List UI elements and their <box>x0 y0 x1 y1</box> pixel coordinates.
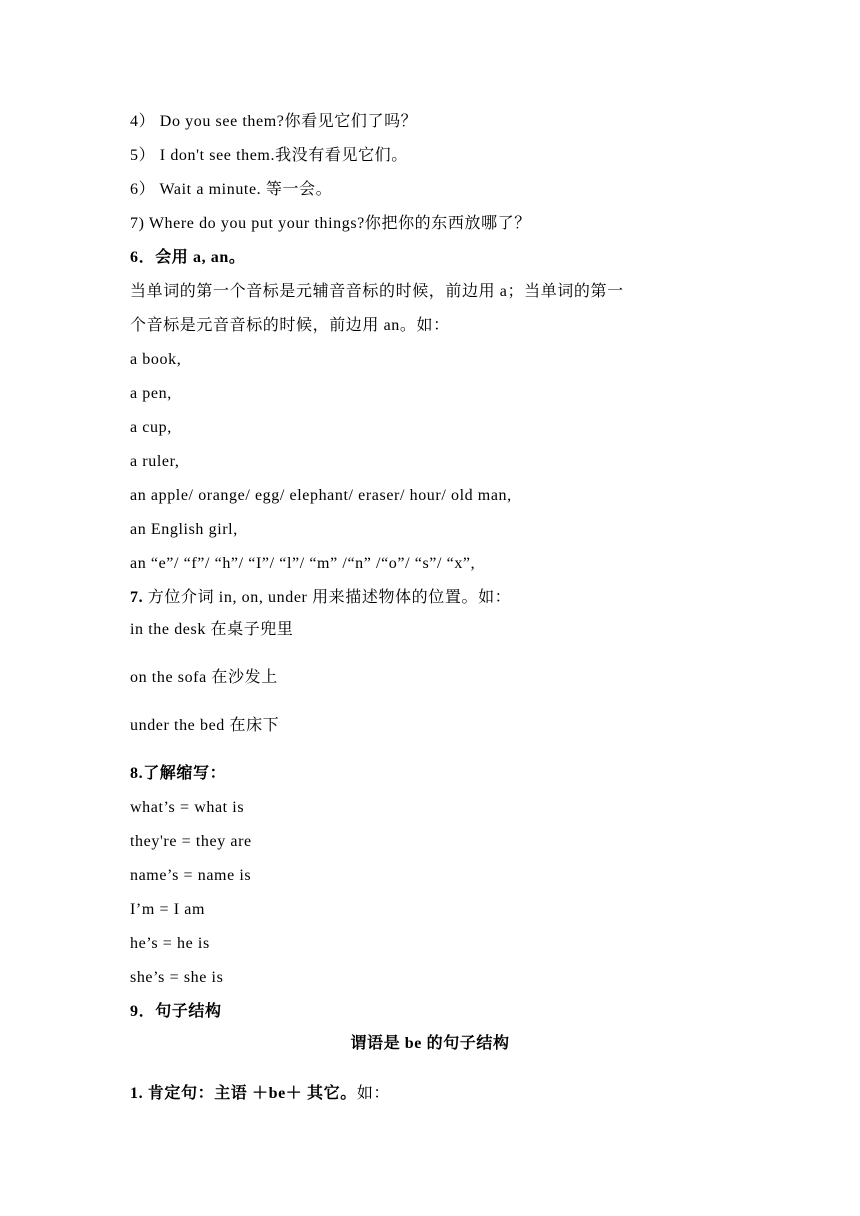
example-an-english-girl: an English girl, <box>130 521 238 538</box>
rule-1-label: 1. 肯定句：主语 ＋be＋ 其它。 <box>130 1085 357 1102</box>
example-on-sofa: on the sofa 在沙发上 <box>130 669 278 686</box>
sentence-4: 4） Do you see them?你看见它们了吗？ <box>130 113 418 130</box>
example-an-words: an apple/ orange/ egg/ elephant/ eraser/ hour/ old man, <box>130 487 512 504</box>
contraction-theyre: they're = they are <box>130 833 252 850</box>
paragraph-line-1: 当单词的第一个音标是元辅音音标的时候，前边用 a；当单词的第一 <box>130 283 624 300</box>
example-a-pen: a pen, <box>130 385 172 402</box>
heading-8: 8.了解缩写： <box>130 765 227 782</box>
contraction-hes: he’s = he is <box>130 935 210 952</box>
heading-9: 9．句子结构 <box>130 1003 222 1020</box>
contraction-shes: she’s = she is <box>130 969 224 986</box>
heading-7-text: 方位介词 in, on, under 用来描述物体的位置。如： <box>143 589 512 606</box>
example-an-letters: an “e”/ “f”/ “h”/ “I”/ “l”/ “m” /“n” /“o”/ “s”/ “x”, <box>130 555 476 572</box>
contraction-names: name’s = name is <box>130 867 252 884</box>
section-title: 谓语是 be 的句子结构 <box>350 1035 510 1052</box>
sentence-7: 7) Where do you put your things?你把你的东西放哪了？ <box>130 215 531 232</box>
example-a-cup: a cup, <box>130 419 172 436</box>
contraction-im: I’m = I am <box>130 901 205 918</box>
heading-7 <box>130 588 511 608</box>
sentence-5: 5） I don't see them.我没有看见它们。 <box>130 147 408 164</box>
heading-7-number: 7. <box>130 589 144 606</box>
example-a-book: a book, <box>130 351 182 368</box>
contraction-whats: what’s = what is <box>130 799 245 816</box>
paragraph-line-2: 个音标是元音音标的时候，前边用 an。如： <box>130 317 450 334</box>
example-under-bed: under the bed 在床下 <box>130 717 280 734</box>
sentence-6: 6） Wait a minute. 等一会。 <box>130 181 333 198</box>
example-in-desk: in the desk 在桌子兜里 <box>130 621 294 638</box>
rule-1-tail: 如： <box>356 1085 391 1102</box>
example-a-ruler: a ruler, <box>130 453 180 470</box>
rule-1 <box>130 1084 390 1104</box>
heading-6: 6．会用 a, an。 <box>130 249 246 266</box>
